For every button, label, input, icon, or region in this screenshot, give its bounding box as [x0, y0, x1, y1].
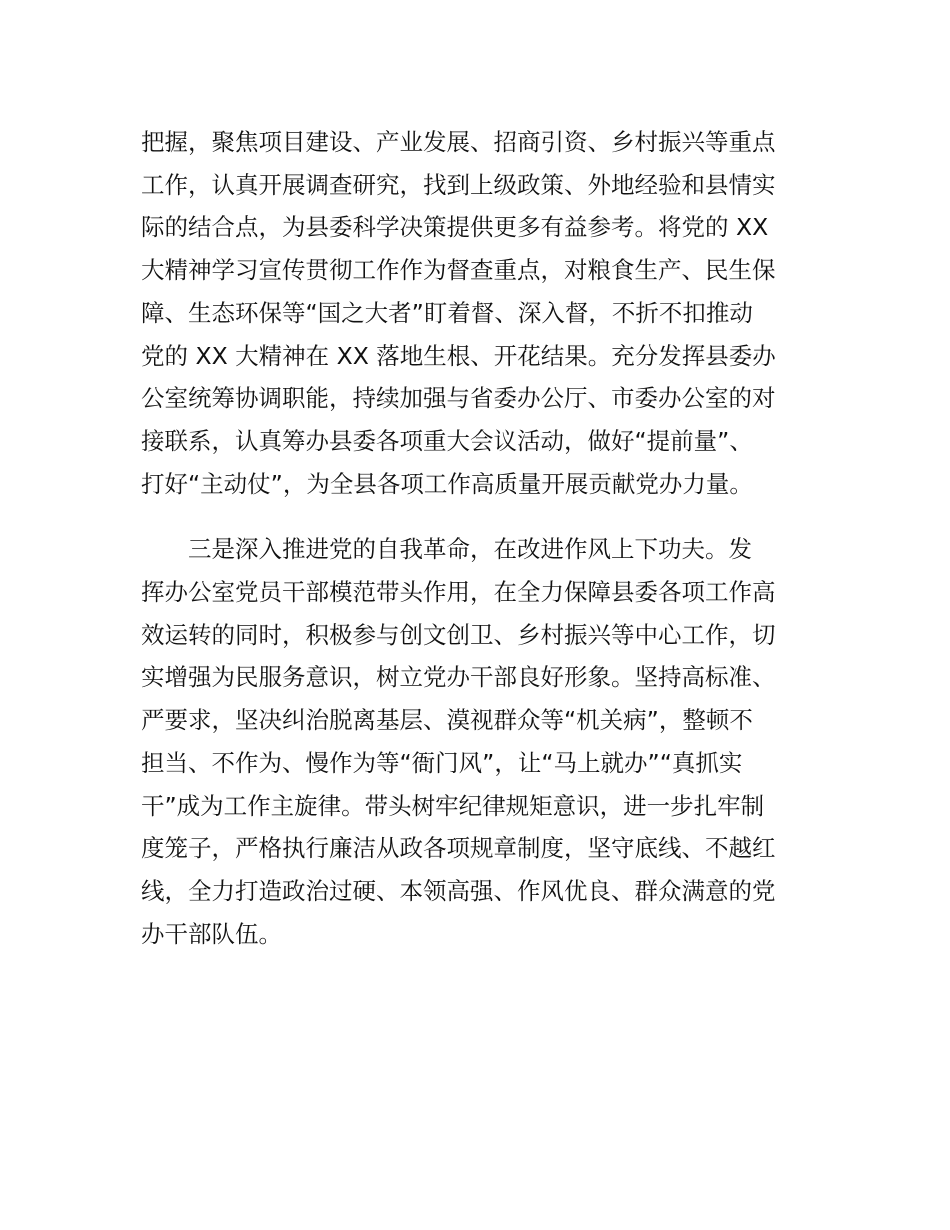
- paragraph-line: 公室统筹协调职能，持续加强与省委办公厅、市委办公室的对: [141, 384, 776, 412]
- paragraph-line: 把握，聚焦项目建设、产业发展、招商引资、乡村振兴等重点: [141, 128, 776, 156]
- paragraph-line: 挥办公室党员干部模范带头作用，在全力保障县委各项工作高: [141, 578, 776, 606]
- paragraph-line: 线，全力打造政治过硬、本领高强、作风优良、群众满意的党: [141, 877, 776, 905]
- paragraph-line: 担当、不作为、慢作为等“衙门风”，让“马上就办”“真抓实: [141, 749, 743, 777]
- paragraph-line: 效运转的同时，积极参与创文创卫、乡村振兴等中心工作，切: [141, 621, 776, 649]
- paragraph-line: 际的结合点，为县委科学决策提供更多有益参考。将党的 XX: [141, 213, 769, 241]
- paragraph-line: 干”成为工作主旋律。带头树牢纪律规矩意识，进一步扎牢制: [141, 792, 765, 820]
- paragraph-line: 办干部队伍。: [141, 920, 282, 948]
- paragraph-line: 打好“主动仗”，为全县各项工作高质量开展贡献党办力量。: [141, 470, 753, 498]
- paragraph-line: 障、生态环保等“国之大者”盯着督、深入督，不折不扣推动: [141, 299, 753, 327]
- paragraph-line: 接联系，认真筹办县委各项重大会议活动，做好“提前量”、: [141, 427, 753, 455]
- paragraph-line: 工作，认真开展调查研究，找到上级政策、外地经验和县情实: [141, 171, 776, 199]
- paragraph-line: 度笼子，严格执行廉洁从政各项规章制度，坚守底线、不越红: [141, 834, 776, 862]
- paragraph-line: 实增强为民服务意识，树立党办干部良好形象。坚持高标准、: [141, 663, 776, 691]
- paragraph-line: 党的 XX 大精神在 XX 落地生根、开花结果。充分发挥县委办: [141, 342, 776, 370]
- paragraph-line: 严要求，坚决纠治脱离基层、漠视群众等“机关病”，整顿不: [141, 706, 753, 734]
- paragraph-line: 大精神学习宣传贯彻工作作为督查重点，对粮食生产、民生保: [141, 256, 776, 284]
- paragraph-line: 三是深入推进党的自我革命，在改进作风上下功夫。发: [188, 535, 752, 563]
